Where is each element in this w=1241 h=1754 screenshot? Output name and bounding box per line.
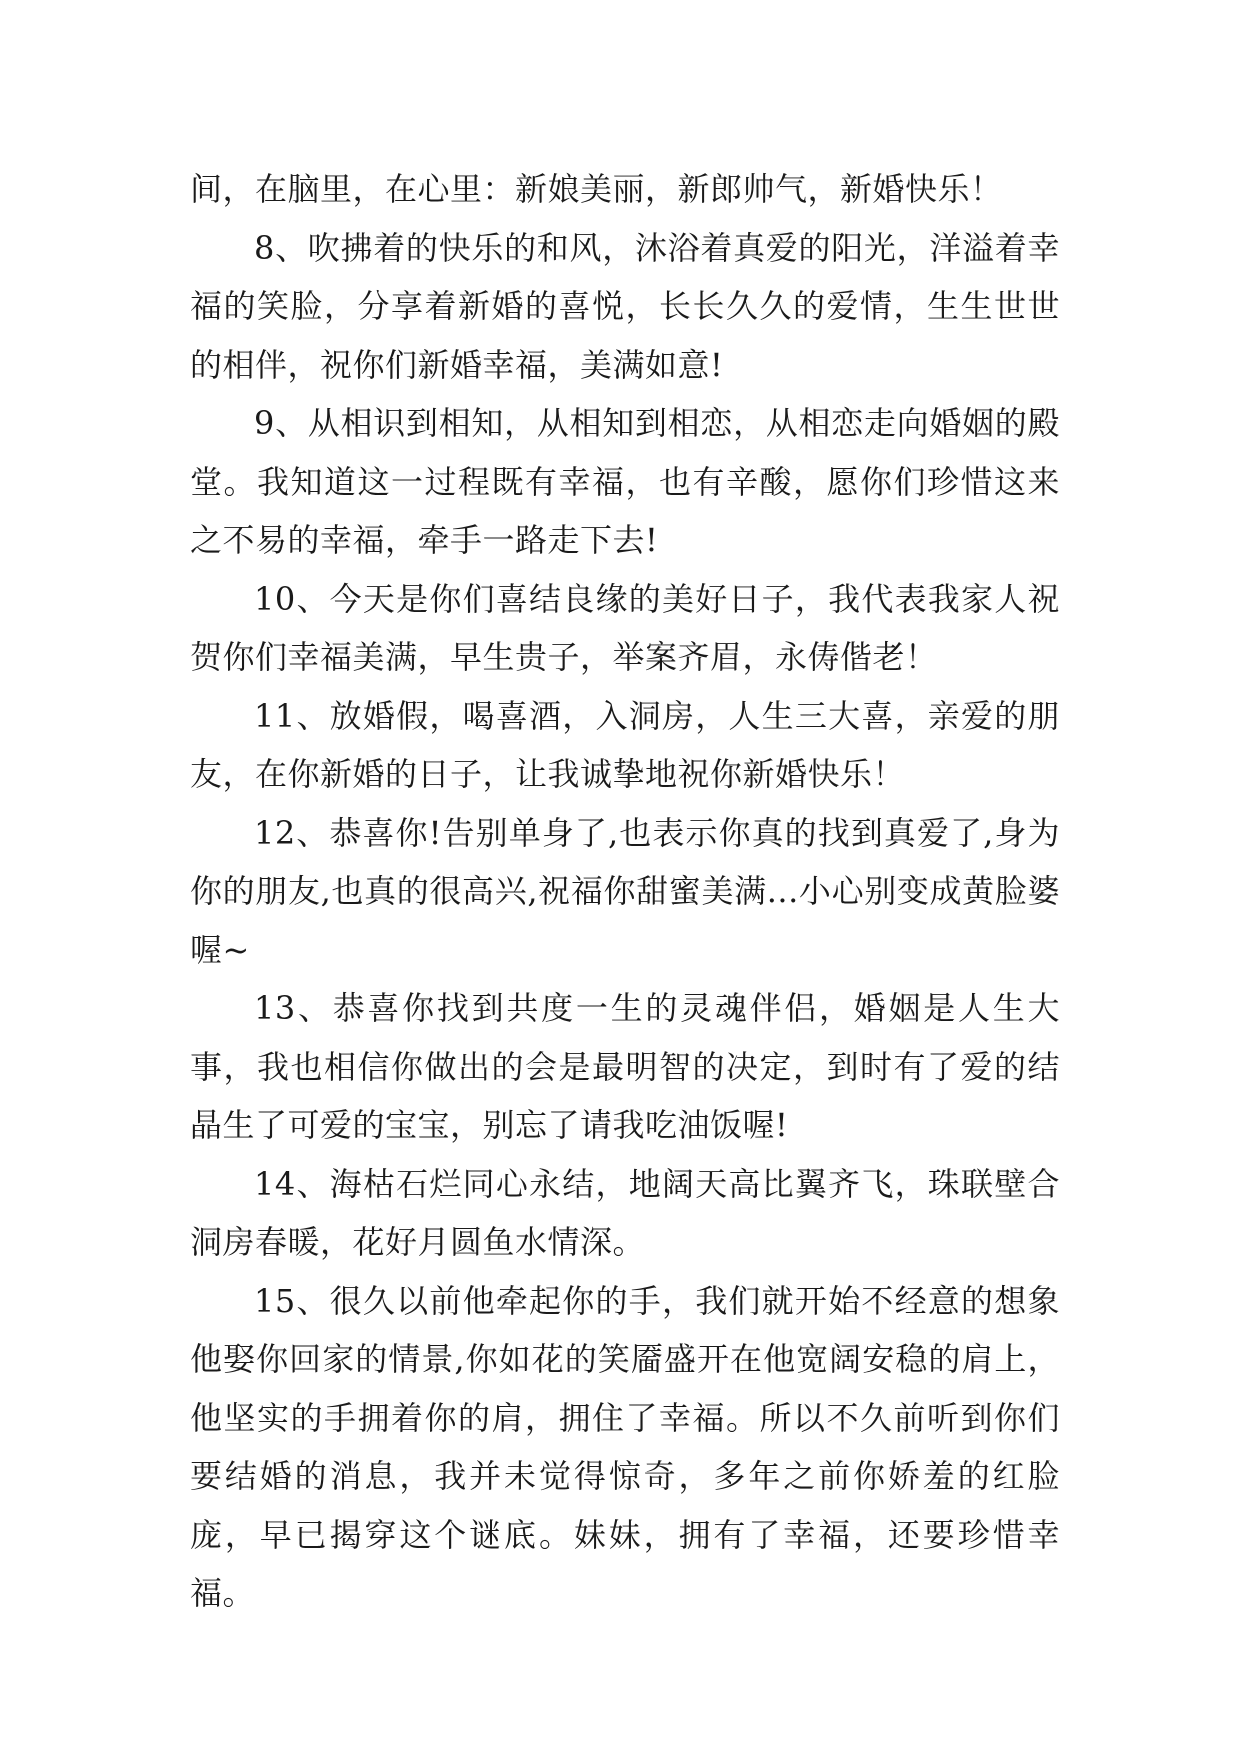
- paragraph-item-13: 13、恭喜你找到共度一生的灵魂伴侣，婚姻是人生大事，我也相信你做出的会是最明智的决定，到时有了爱的结晶生了可爱的宝宝，别忘了请我吃油饭喔!: [190, 989, 1060, 1144]
- paragraph-item-8: 8、吹拂着的快乐的和风，沐浴着真爱的阳光，洋溢着幸福的笑脸，分享着新婚的喜悦，长长久久的爱情，生生世世的相伴，祝你们新婚幸福，美满如意!: [190, 228, 1060, 384]
- paragraph-item-10: 10、今天是你们喜结良缘的美好日子，我代表我家人祝贺你们幸福美满，早生贵子，举案齐眉，永俦偕老！: [190, 579, 1060, 676]
- paragraph-item-15: 15、很久以前他牵起你的手，我们就开始不经意的想象他娶你回家的情景,你如花的笑靥盛开在他宽阔安稳的肩上，他坚实的手拥着你的肩，拥住了幸福。所以不久前听到你们要结婚的消息，我并未觉得惊奇，多年之前你娇羞的红脸庞，早已揭穿这个谜底。妹妹，拥有了幸福，还要珍惜幸福。: [190, 1281, 1060, 1612]
- paragraph-item-14: 14、海枯石烂同心永结，地阔天高比翼齐飞，珠联壁合洞房春暖，花好月圆鱼水情深。: [190, 1164, 1060, 1261]
- paragraph-item-11: 11、放婚假，喝喜酒，入洞房，人生三大喜，亲爱的朋友，在你新婚的日子，让我诚挚地祝你新婚快乐！: [190, 696, 1060, 793]
- paragraph-item-9: 9、从相识到相知，从相知到相恋，从相恋走向婚姻的殿堂。我知道这一过程既有幸福，也有辛酸，愿你们珍惜这来之不易的幸福，牵手一路走下去!: [190, 404, 1060, 559]
- document-body: [190, 160, 1060, 1623]
- paragraph-continuation: 间，在脑里，在心里：新娘美丽，新郎帅气，新婚快乐！: [190, 170, 1003, 208]
- paragraph-item-12: 12、恭喜你!告别单身了,也表示你真的找到真爱了,身为你的朋友,也真的很高兴,祝福你甜蜜美满...小心别变成黄脸婆喔~: [190, 813, 1060, 969]
